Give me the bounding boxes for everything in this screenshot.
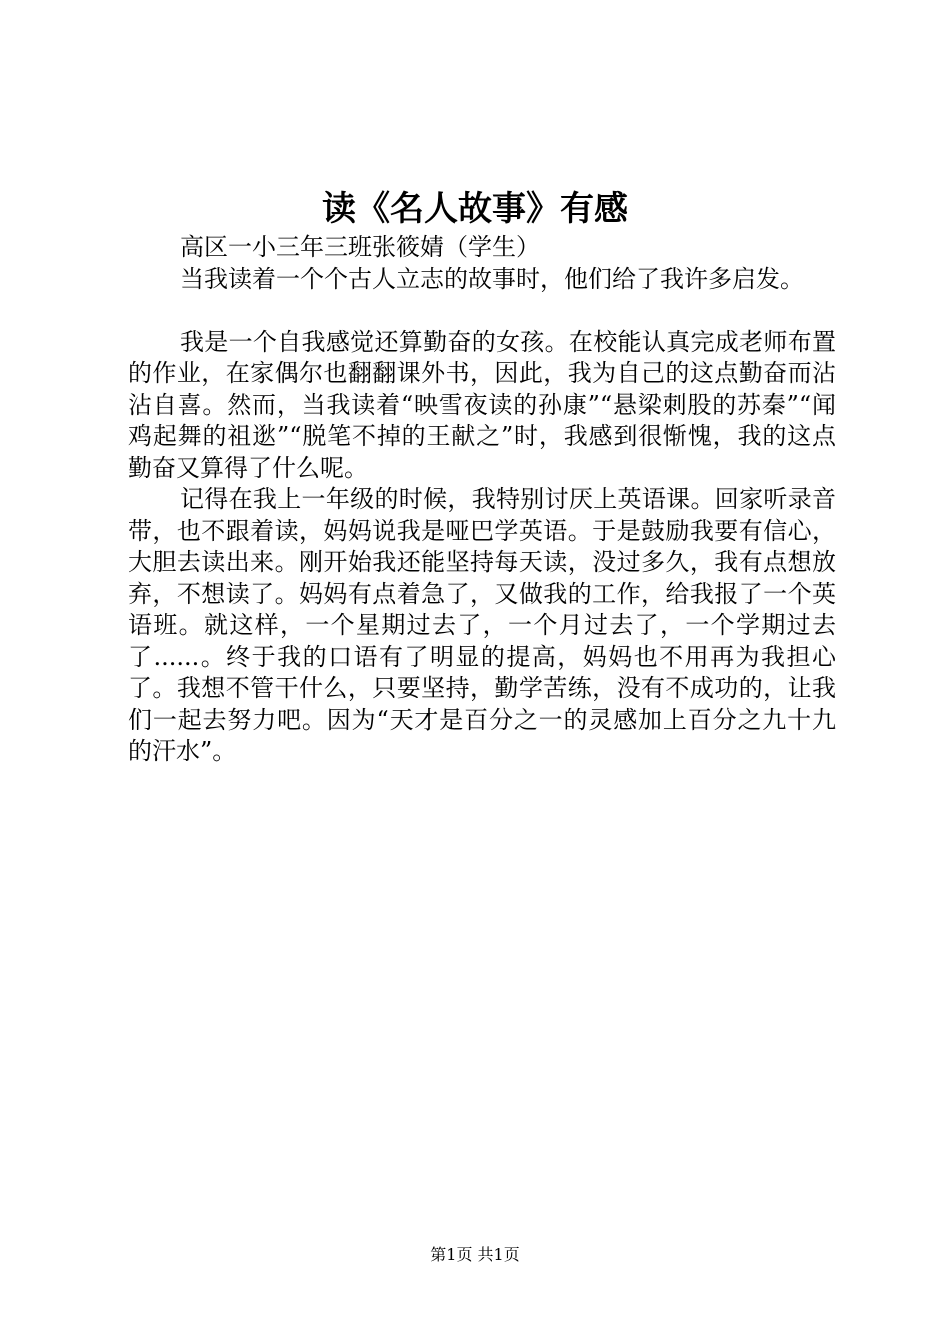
author-line: 高区一小三年三班张筱婧（学生） (180, 233, 540, 261)
document-body (128, 232, 836, 768)
body-paragraph-1: 我是一个自我感觉还算勤奋的女孩。在校能认真完成老师布置的作业，在家偶尔也翻翻课外书，因此，我为自己的这点勤奋而沾沾自喜。然而，当我读着“映雪夜读的孙康”“悬梁刺股的苏秦”“闻鸡起舞的祖逖”“脱笔不掉的王献之”时，我感到很惭愧，我的这点勤奋又算得了什么呢。 (128, 327, 836, 482)
paragraph-spacer (128, 295, 836, 327)
document-title: 读《名人故事》有感 (322, 189, 628, 229)
page-footer: 第1页 共1页 (430, 1245, 520, 1264)
intro-paragraph: 当我读着一个个古人立志的故事时，他们给了我许多启发。 (180, 264, 804, 293)
body-paragraph-2: 记得在我上一年级的时候，我特别讨厌上英语课。回家听录音带，也不跟着读，妈妈说我是哑巴学英语。于是鼓励我要有信心，大胆去读出来。刚开始我还能坚持每天读，没过多久，我有点想放弃，不想读了。妈妈有点着急了，又做我的工作，给我报了一个英语班。就这样，一个星期过去了，一个月过去了，一个学期过去了......。终于我的口语有了明显的提高，妈妈也不用再为我担心了。我想不管干什么，只要坚持，勤学苦练，没有不成功的，让我们一起去努力吧。因为“天才是百分之一的灵感加上百分之九十九的汗水”。 (128, 485, 836, 765)
